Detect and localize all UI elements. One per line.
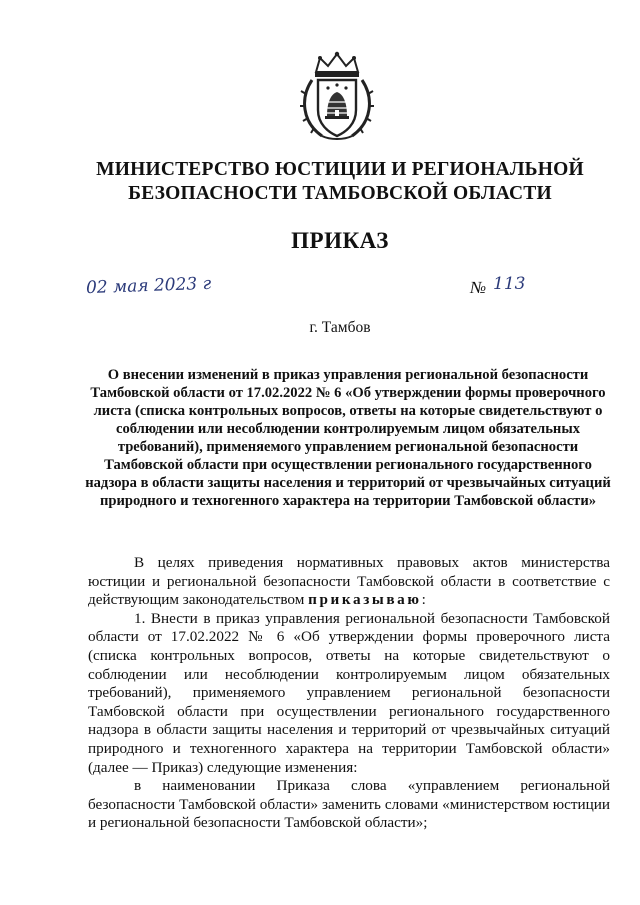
preamble-end: : <box>421 591 426 609</box>
order-subject: О внесении изменений в приказ управления региональной безопасности Тамбовской области от 17.02.2022 № 6 «Об утверждении формы проверочного листа (списка контрольных вопросов, ответы на которые свидетельствуют о соблюдении или несоблюдении контролируемым лицом обязательных требований), применяемого управлением региональной безопасности Тамбовской области при осуществлении регионального государственного надзора в области защиты населения и территорий от чрезвычайных ситуаций природного и техногенного характера на территории Тамбовской области» <box>85 367 611 509</box>
city-line: г. Тамбов <box>309 319 371 336</box>
tambov-coat-of-arms-icon <box>298 50 376 142</box>
number-label: № <box>470 278 487 297</box>
ministry-line-1: МИНИСТЕРСТВО ЮСТИЦИИ И РЕГИОНАЛЬНОЙ <box>96 159 584 180</box>
handwritten-number: 113 <box>493 274 526 294</box>
order-body <box>88 554 610 833</box>
ministry-line-2: БЕЗОПАСНОСТИ ТАМБОВСКОЙ ОБЛАСТИ <box>128 183 552 204</box>
clause-1-change-paragraph: в наименовании Приказа слова «управлением региональной безопасности Тамбовской области» заменить словами «министерством юстиции и региональной безопасности Тамбовской области»; <box>88 777 610 832</box>
ministry-name <box>60 158 620 206</box>
clause-1-paragraph: 1. Внести в приказ управления региональной безопасности Тамбовской области от 17.02.2022 № 6 «Об утверждении формы проверочного листа (списка контрольных вопросов, ответы на которые свидетельствуют о соблюдении или несоблюдении контролируемым лицом обязательных требований), применяемого управлением региональной безопасности Тамбовской области при осуществлении регионального государственного надзора в области защиты населения и территорий от чрезвычайных ситуаций природного и техногенного характера на территории Тамбовской области» (далее — Приказ) следующие изменения: <box>88 609 610 776</box>
preamble-paragraph <box>88 554 610 610</box>
preamble-text: В целях приведения нормативных правовых актов министерства юстиции и региональной безопасности Тамбовской области в соответствие с действующим законодательством <box>88 554 610 609</box>
handwritten-date: 02 мая 2023 г <box>85 273 212 299</box>
order-keyword: приказываю <box>308 591 422 609</box>
document-type-title: ПРИКАЗ <box>291 228 389 253</box>
